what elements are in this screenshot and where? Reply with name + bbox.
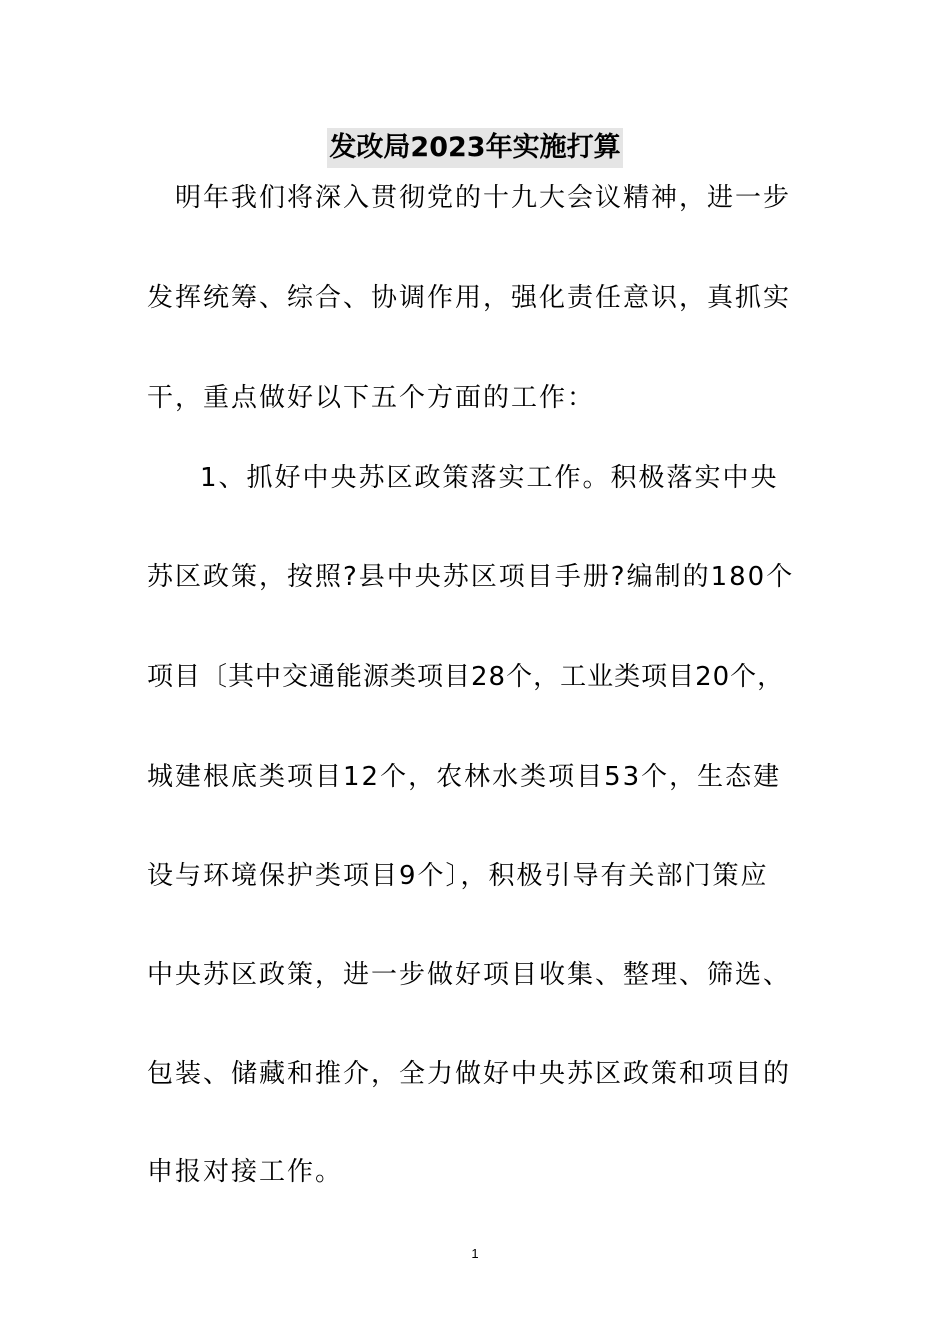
title-container [0, 128, 950, 168]
body-line-9: 中央苏区政策，进一步做好项目收集、整理、筛选、 [147, 960, 792, 990]
body-line-4: 1、抓好中央苏区政策落实工作。积极落实中央 [200, 463, 779, 493]
body-line-5: 苏区政策，按照?县中央苏区项目手册?编制的180个 [147, 562, 795, 592]
body-line-3: 干，重点做好以下五个方面的工作： [147, 383, 596, 413]
page-number: 1 [471, 1246, 479, 1261]
body-line-6: 项目〔其中交通能源类项目28个，工业类项目20个， [147, 662, 785, 692]
body-line-1: 明年我们将深入贯彻党的十九大会议精神，进一步 [175, 183, 792, 213]
body-line-10: 包装、储藏和推介，全力做好中央苏区政策和项目的 [147, 1059, 792, 1089]
body-line-11: 申报对接工作。 [147, 1157, 344, 1187]
document-title: 发改局2023年实施打算 [327, 128, 622, 168]
body-line-8: 设与环境保护类项目9个〕，积极引导有关部门策应 [147, 861, 769, 891]
body-line-7: 城建根底类项目12个，农林水类项目53个，生态建 [147, 762, 782, 792]
body-line-2: 发挥统筹、综合、协调作用，强化责任意识，真抓实 [147, 283, 792, 313]
